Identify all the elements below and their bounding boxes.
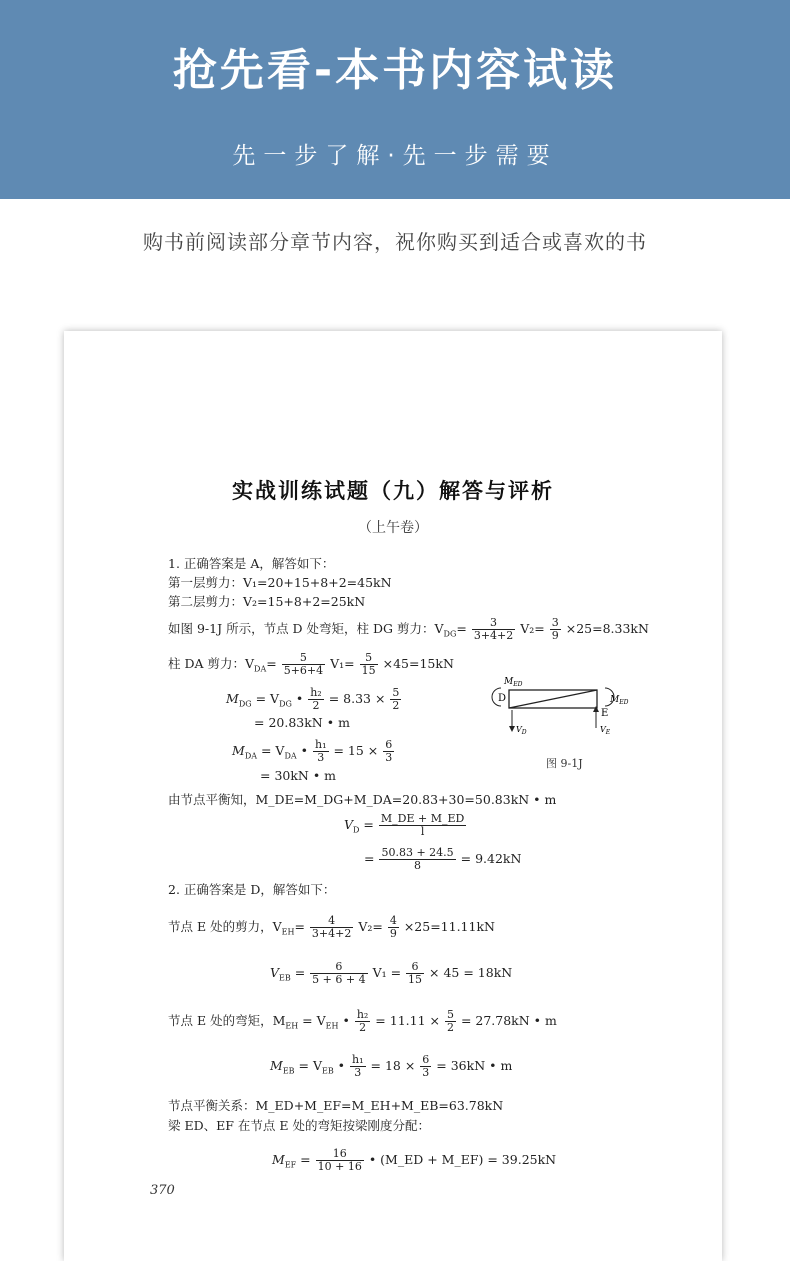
shear-arrowhead-d	[509, 726, 515, 732]
mdg-equation: $M_{DG} = V_{DG}$ • $\frac{\text{h₂}}{2}$ = 8.33 × $\frac{5}{2}$	[226, 686, 400, 712]
fraction: $\frac{M\_DE + M\_ED}{l}$	[380, 812, 465, 838]
page-subtitle: （上午卷）	[358, 520, 428, 536]
fraction: $\frac{4}{3+4+2}$	[311, 914, 352, 940]
fraction: $\frac{\text{h₁}}{3}$	[315, 738, 327, 764]
q1-heading: 1. 正确答案是 A，解答如下：	[168, 556, 335, 571]
fraction: $\frac{5}{2}$	[446, 1008, 454, 1034]
fraction: $\frac{5}{15}$	[361, 651, 376, 677]
label-d: D	[498, 693, 507, 704]
fraction: $\frac{5}{5+6+4}$	[283, 651, 324, 677]
fraction: $\frac{6}{15}$	[408, 960, 423, 986]
q2-line7: $M_{EF}$ = $\frac{16}{10 + 16}$ • (M_ED + M_EF) = 39.25kN	[272, 1147, 557, 1173]
q2-line1: 节点 E 处的剪力，$V_{EH}=$ $\frac{4}{3+4+2}$ V₂= $\frac{4}{9}$ ×25=11.11kN	[168, 914, 495, 940]
shear-arrowhead-e	[593, 706, 599, 712]
fraction: $\frac{50.83 + 24.5}{8}$	[381, 846, 454, 872]
banner-subtitle: 先一步了解·先一步需要	[232, 143, 558, 169]
label-e: E	[601, 708, 609, 719]
q2-heading: 2. 正确答案是 D，解答如下：	[168, 882, 336, 897]
fraction: $\frac{5}{2}$	[392, 686, 400, 712]
vd-equation: $V_D$ = $\frac{M\_DE + M\_ED}{l}$	[344, 812, 465, 838]
fraction: $\frac{3}{9}$	[551, 616, 559, 642]
figure-9-1j	[484, 676, 704, 756]
q1-line3: 如图 9-1J 所示，节点 D 处弯矩，柱 DG 剪力：$V_{DG}=$ $\frac{3}{3+4+2}$ V₂= $\frac{3}{9}$ ×25=8.33kN	[168, 616, 649, 642]
moment-diagram-line	[509, 690, 597, 708]
book-page	[64, 331, 722, 1261]
fraction: $\frac{\text{h₂}}{2}$	[310, 686, 322, 712]
q1-line2: 第二层剪力：V₂=15+8+2=25kN	[168, 594, 366, 609]
page-title: 实战训练试题（九）解答与评析	[232, 479, 554, 503]
q2-line3: 节点 E 处的弯矩，$M_{EH} = V_{EH}$ • $\frac{\text{h₂}}{2}$ = 11.11 × $\frac{5}{2}$ = 27.78kN • m	[168, 1008, 557, 1034]
fraction: $\frac{3}{3+4+2}$	[473, 616, 514, 642]
q2-line6: 梁 ED、EF 在节点 E 处的弯矩按梁刚度分配：	[168, 1118, 430, 1133]
q1-line4: 柱 DA 剪力：$V_{DA}=$ $\frac{5}{5+6+4}$ V₁= $\frac{5}{15}$ ×45=15kN	[168, 651, 454, 677]
label-v-e: $V_E$	[600, 725, 611, 736]
figure-caption: 图 9-1J	[546, 757, 583, 770]
q1-balance: 由节点平衡知，M_DE=M_DG+M_DA=20.83+30=50.83kN • m	[168, 792, 557, 807]
q1-line1: 第一层剪力：V₁=20+15+8+2=45kN	[168, 575, 392, 590]
banner-title: 抢先看-本书内容试读	[172, 45, 618, 96]
mdg-result: = 20.83kN • m	[254, 715, 350, 730]
label-m-de: $M_{ED}$	[504, 677, 523, 688]
q2-line2: $V_{EB}$ = $\frac{6}{5 + 6 + 4}$ V₁ = $\frac{6}{15}$ × 45 = 18kN	[270, 960, 513, 986]
label-v-d: $V_D$	[516, 725, 527, 736]
fraction: $\frac{6}{3}$	[385, 738, 393, 764]
label-m-ed: $M_{ED}$	[610, 695, 629, 706]
vd-result: = $\frac{50.83 + 24.5}{8}$ = 9.42kN	[364, 846, 522, 872]
fraction: $\frac{6}{3}$	[422, 1053, 430, 1079]
intro-text: 购书前阅读部分章节内容，祝你购买到适合或喜欢的书	[143, 230, 647, 254]
page-number: 370	[150, 1183, 175, 1198]
header-banner	[0, 0, 790, 199]
mda-result: = 30kN • m	[260, 768, 337, 783]
fraction: $\frac{16}{10 + 16}$	[317, 1147, 362, 1173]
fraction: $\frac{6}{5 + 6 + 4}$	[312, 960, 366, 986]
fraction: $\frac{4}{9}$	[389, 914, 397, 940]
mda-equation: $M_{DA} = V_{DA}$ • $\frac{\text{h₁}}{3}$ = 15 × $\frac{6}{3}$	[232, 738, 393, 764]
q2-line5: 节点平衡关系：M_ED+M_EF=M_EH+M_EB=63.78kN	[168, 1098, 504, 1113]
fraction: $\frac{\text{h₁}}{3}$	[352, 1053, 364, 1079]
q2-line4: $M_{EB} = V_{EB}$ • $\frac{\text{h₁}}{3}$ = 18 × $\frac{6}{3}$ = 36kN • m	[270, 1053, 513, 1079]
fraction: $\frac{\text{h₂}}{2}$	[356, 1008, 369, 1034]
